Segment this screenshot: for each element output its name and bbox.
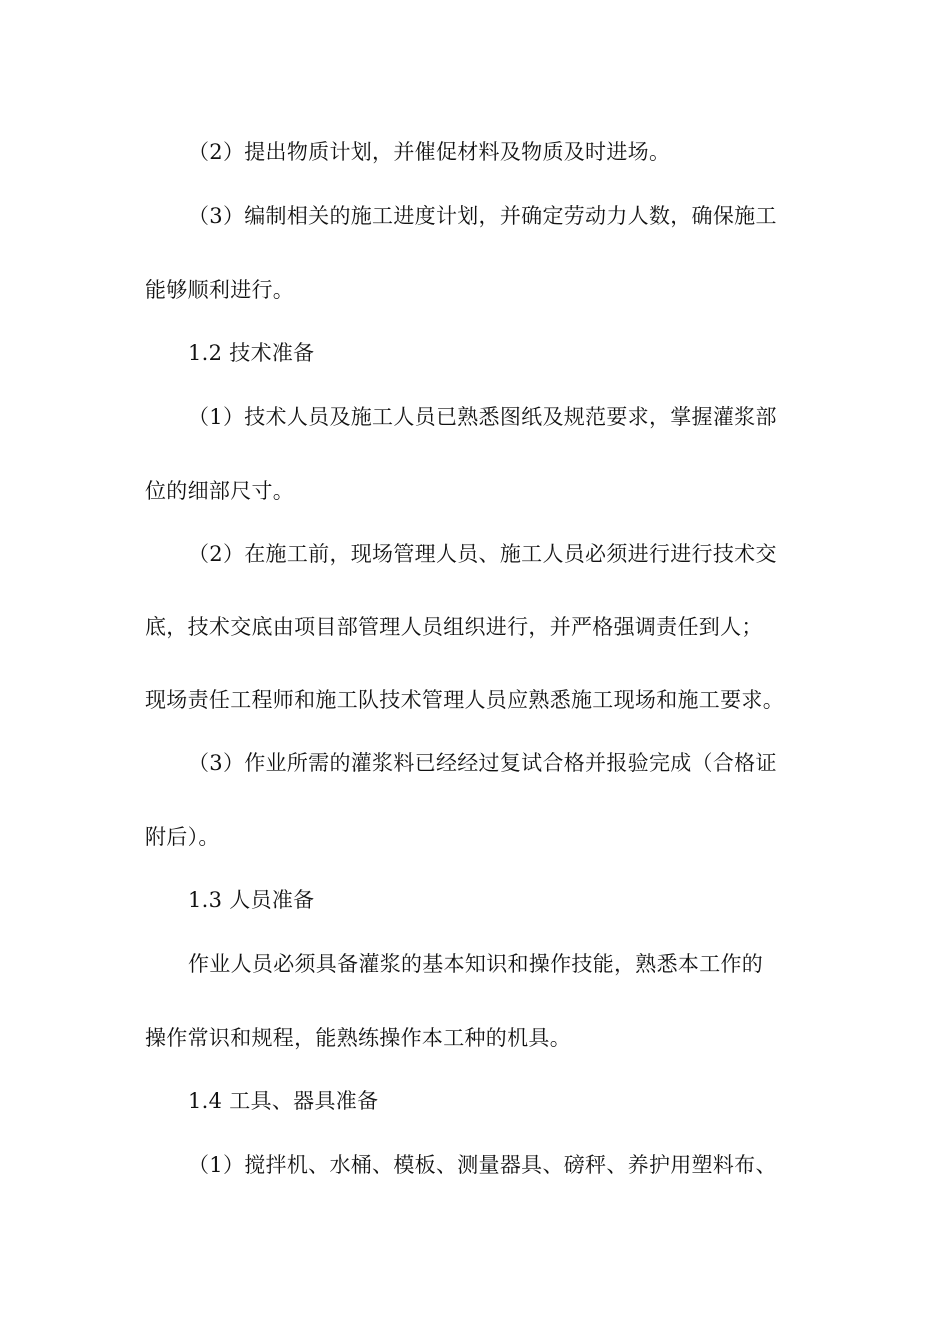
text-line: 位的细部尺寸。 [145, 479, 295, 503]
section-heading: 1.3 人员准备 [188, 888, 315, 912]
text-line: 底，技术交底由项目部管理人员组织进行，并严格强调责任到人； [145, 615, 763, 639]
text-line: （1）技术人员及施工人员已熟悉图纸及规范要求，掌握灌浆部 [188, 405, 777, 429]
text-line: 附后）。 [145, 825, 220, 849]
text-line: （2）提出物质计划，并催促材料及物质及时进场。 [188, 140, 671, 164]
text-line: 操作常识和规程，能熟练操作本工种的机具。 [145, 1026, 571, 1050]
text-line: （1）搅拌机、水桶、模板、测量器具、磅秤、养护用塑料布、 [188, 1153, 777, 1177]
text-line: （2）在施工前，现场管理人员、施工人员必须进行进行技术交 [188, 542, 777, 566]
text-line: （3）作业所需的灌浆料已经经过复试合格并报验完成（合格证 [188, 751, 777, 775]
section-heading: 1.4 工具、器具准备 [188, 1089, 379, 1113]
text-line: 现场责任工程师和施工队技术管理人员应熟悉施工现场和施工要求。 [145, 688, 784, 712]
text-line: 能够顺利进行。 [145, 278, 295, 302]
text-line: （3）编制相关的施工进度计划，并确定劳动力人数，确保施工 [188, 204, 777, 228]
section-heading: 1.2 技术准备 [188, 341, 315, 365]
text-line: 作业人员必须具备灌浆的基本知识和操作技能，熟悉本工作的 [188, 952, 764, 976]
